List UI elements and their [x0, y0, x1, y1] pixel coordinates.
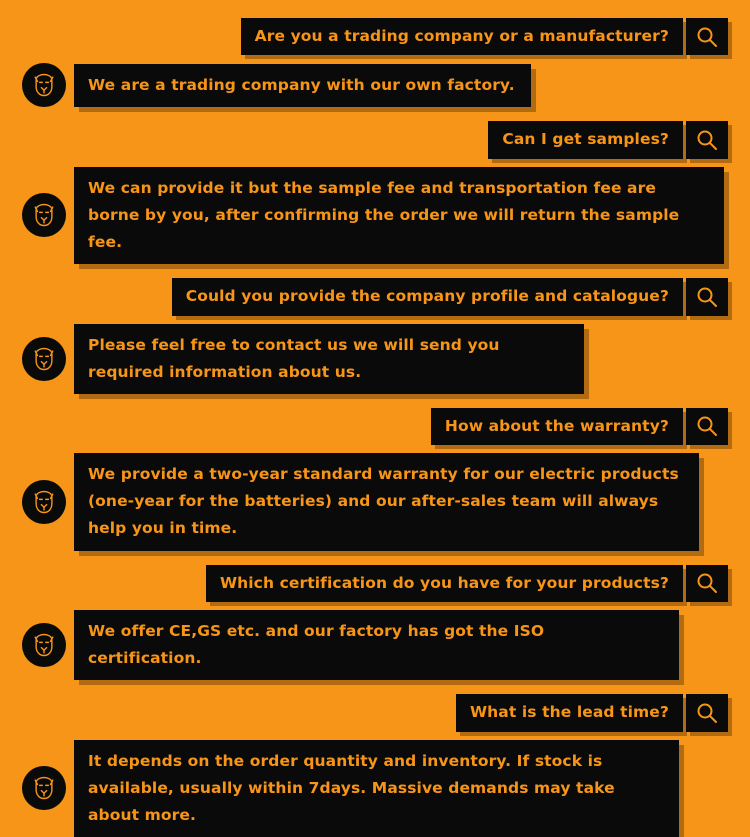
- answer-bubble: We provide a two-year standard warranty for our electric products (one-year for the batteries) and our after-sales team will always help you in time.: [74, 453, 699, 550]
- faq-answer-row: [22, 167, 728, 264]
- question-bubble: What is the lead time?: [456, 694, 683, 731]
- faq-answer-row: [22, 610, 728, 680]
- question-bubble: Which certification do you have for your products?: [206, 565, 683, 602]
- answer-bubble: It depends on the order quantity and inventory. If stock is available, usually within 7days. Massive demands may take about more.: [74, 740, 679, 837]
- tiger-head-logo-icon: [22, 337, 66, 381]
- answer-bubble: Please feel free to contact us we will send you required information about us.: [74, 324, 584, 394]
- faq-question-row: [22, 408, 728, 445]
- question-bubble: Could you provide the company profile and catalogue?: [172, 278, 683, 315]
- faq-answer-row: [22, 63, 728, 107]
- answer-bubble: We offer CE,GS etc. and our factory has got the ISO certification.: [74, 610, 679, 680]
- faq-question-row: [22, 121, 728, 158]
- tiger-head-logo-icon: [22, 193, 66, 237]
- faq-question-row: [22, 18, 728, 55]
- magnifier-icon: [686, 121, 728, 158]
- magnifier-icon: [686, 278, 728, 315]
- tiger-head-logo-icon: [22, 623, 66, 667]
- question-bubble: Are you a trading company or a manufacturer?: [241, 18, 683, 55]
- magnifier-icon: [686, 694, 728, 731]
- question-bubble: How about the warranty?: [431, 408, 683, 445]
- faq-answer-row: [22, 324, 728, 394]
- faq-question-row: [22, 565, 728, 602]
- magnifier-icon: [686, 565, 728, 602]
- faq-question-row: [22, 694, 728, 731]
- faq-question-row: [22, 278, 728, 315]
- magnifier-icon: [686, 18, 728, 55]
- answer-bubble: We can provide it but the sample fee and transportation fee are borne by you, after confirming the order we will return the sample fee.: [74, 167, 724, 264]
- tiger-head-logo-icon: [22, 766, 66, 810]
- faq-answer-row: [22, 453, 728, 550]
- magnifier-icon: [686, 408, 728, 445]
- tiger-head-logo-icon: [22, 63, 66, 107]
- tiger-head-logo-icon: [22, 480, 66, 524]
- answer-bubble: We are a trading company with our own factory.: [74, 64, 531, 107]
- question-bubble: Can I get samples?: [488, 121, 683, 158]
- faq-answer-row: [22, 740, 728, 837]
